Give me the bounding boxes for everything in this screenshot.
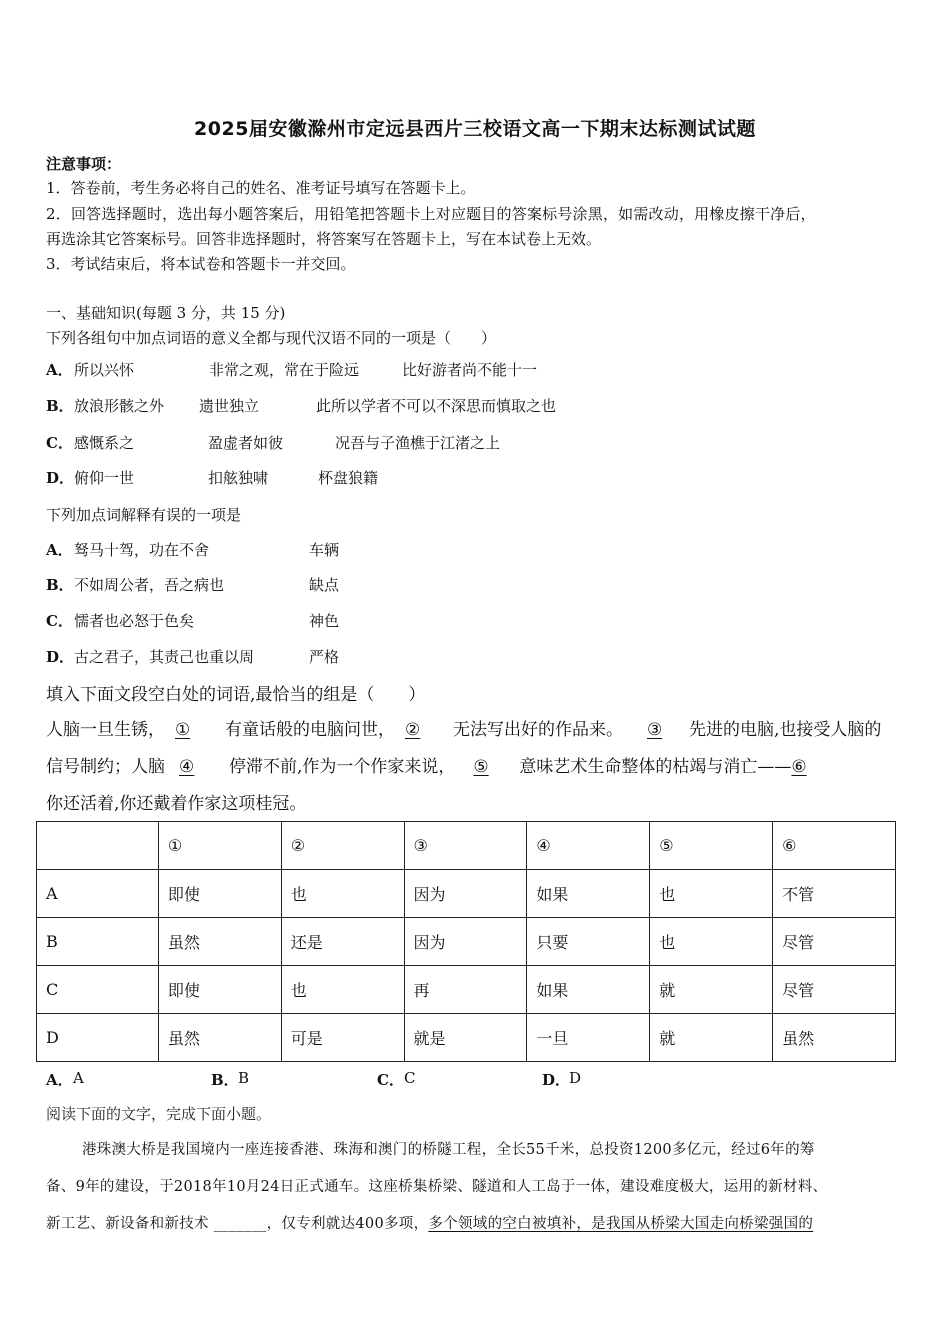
blank-label: ① — [175, 720, 191, 740]
table-header-cell: ③ — [404, 822, 527, 870]
option-text: 遗世独立 — [199, 397, 260, 415]
table-cell: 即使 — [158, 966, 281, 1014]
table-cell: 只要 — [527, 918, 650, 966]
q3-passage-line-1 — [46, 715, 881, 740]
passage-text: 停滞不前,作为一个作家来说， — [229, 757, 456, 777]
blank-3 — [623, 720, 689, 740]
page-title: 2025届安徽滁州市定远县西片三校语文高一下期末达标测试试题 — [194, 118, 756, 140]
answer-table — [36, 821, 896, 1062]
fill-blank: _______ — [213, 1216, 267, 1232]
table-cell: 如果 — [527, 870, 650, 918]
blank-label: ⑥ — [791, 757, 807, 777]
blank-5 — [455, 757, 519, 777]
passage-text: 无法写出好的作品来。 — [453, 720, 623, 740]
table-header-cell: ② — [281, 822, 404, 870]
passage-text: 人脑一旦生锈， — [46, 720, 165, 740]
table-cell: 即使 — [158, 870, 281, 918]
table-cell: 也 — [650, 870, 773, 918]
blank-1 — [165, 720, 225, 740]
table-cell: 还是 — [281, 918, 404, 966]
option-text: 感慨系之 — [74, 434, 135, 452]
table-cell: 因为 — [404, 870, 527, 918]
table-cell: 虽然 — [158, 1014, 281, 1062]
reading-intro: 阅读下面的文字，完成下面小题。 — [46, 1105, 272, 1123]
option-text: 所以兴怀 — [74, 361, 135, 379]
table-cell: 就 — [650, 1014, 773, 1062]
option-text: 比好游者尚不能十一 — [402, 361, 538, 379]
option-label: D． — [46, 648, 75, 666]
option-value: B — [238, 1069, 250, 1087]
table-cell: 一旦 — [527, 1014, 650, 1062]
table-row — [37, 966, 896, 1014]
table-header-cell: ④ — [527, 822, 650, 870]
reading-para-line-3 — [46, 1212, 813, 1233]
option-meaning: 缺点 — [309, 576, 340, 594]
section-heading: 一、基础知识(每题 3 分，共 15 分) — [46, 304, 286, 322]
option-label: C． — [46, 434, 73, 452]
option-label: C． — [377, 1071, 404, 1089]
option-text: 俯仰一世 — [74, 469, 135, 487]
notice-line-3: 3．考试结束后，将本试卷和答题卡一并交回。 — [46, 255, 356, 273]
table-cell: 就是 — [404, 1014, 527, 1062]
option-label: B． — [211, 1071, 239, 1089]
q2-stem: 下列加点词解释有误的一项是 — [46, 506, 242, 524]
notice-heading: 注意事项： — [46, 155, 122, 173]
table-cell: 因为 — [404, 918, 527, 966]
option-label: D． — [542, 1071, 571, 1089]
option-text: 盈虚者如彼 — [208, 434, 284, 452]
table-cell: 虽然 — [773, 1014, 896, 1062]
table-header-cell: ⑤ — [650, 822, 773, 870]
reading-para-line-2: 备、9年的建设，于2018年10月24日正式通车。这座桥集桥梁、隧道和人工岛于一体，建设难度极大，运用的新材料、 — [46, 1179, 828, 1195]
option-label: A． — [46, 361, 73, 379]
option-label: B． — [46, 397, 74, 415]
option-text: 懦者也必怒于色矣 — [74, 612, 195, 630]
underlined-sentence: 多个领域的空白被填补，是我国从桥梁大国走向桥梁强国的 — [428, 1216, 814, 1232]
table-cell: 尽管 — [773, 918, 896, 966]
table-cell: C — [37, 966, 159, 1014]
blank-2 — [395, 720, 453, 740]
option-value: D — [569, 1069, 582, 1087]
table-cell: A — [37, 870, 159, 918]
option-meaning: 神色 — [309, 612, 340, 630]
blank-label: ⑤ — [473, 757, 489, 777]
notice-line-2b: 再选涂其它答案标号。回答非选择题时，将答案写在答题卡上，写在本试卷上无效。 — [46, 230, 602, 248]
option-text: 况吾与子渔樵于江渚之上 — [335, 434, 501, 452]
table-cell: 可是 — [281, 1014, 404, 1062]
notice-line-2a: 2．回答选择题时，选出每小题答案后，用铅笔把答题卡上对应题目的答案标号涂黑，如需改动，用橡皮擦干净后， — [46, 205, 816, 223]
option-text: 杯盘狼籍 — [318, 469, 379, 487]
table-cell: 也 — [650, 918, 773, 966]
option-text: 不如周公者，吾之病也 — [74, 576, 225, 594]
passage-text: 新工艺、新设备和新技术 — [46, 1216, 209, 1232]
blank-6 — [791, 757, 817, 777]
table-row — [37, 918, 896, 966]
table-header-cell: ① — [158, 822, 281, 870]
blank-4 — [165, 757, 229, 777]
table-header-cell: ⑥ — [773, 822, 896, 870]
option-value: A — [73, 1069, 84, 1087]
q3-passage-line-3: 你还活着,你还戴着作家这项桂冠。 — [46, 794, 307, 814]
table-row — [37, 870, 896, 918]
table-cell: 尽管 — [773, 966, 896, 1014]
option-text: 放浪形骸之外 — [74, 397, 165, 415]
table-cell: 也 — [281, 966, 404, 1014]
option-label: B． — [46, 576, 74, 594]
option-text: 此所以学者不可以不深思而慎取之也 — [316, 397, 557, 415]
passage-text: 先进的电脑,也接受人脑的 — [689, 720, 882, 740]
passage-text: 信号制约；人脑 — [46, 757, 165, 777]
table-cell: 如果 — [527, 966, 650, 1014]
option-text: 扣舷独啸 — [208, 469, 269, 487]
option-text: 古之君子，其责己也重以周 — [74, 648, 255, 666]
option-value: C — [404, 1069, 416, 1087]
table-cell: 不管 — [773, 870, 896, 918]
option-label: D． — [46, 469, 75, 487]
blank-label: ③ — [647, 720, 663, 740]
option-text: 非常之观，常在于险远 — [209, 361, 360, 379]
reading-para-line-1: 港珠澳大桥是我国境内一座连接香港、珠海和澳门的桥隧工程，全长55千米，总投资1200多亿元，经过6年的筹 — [82, 1142, 815, 1158]
table-cell: B — [37, 918, 159, 966]
table-header-row — [37, 822, 896, 870]
passage-text: 有童话般的电脑问世， — [225, 720, 395, 740]
table-cell: 虽然 — [158, 918, 281, 966]
option-label: A． — [46, 541, 73, 559]
table-row — [37, 1014, 896, 1062]
passage-text: 意味艺术生命整体的枯竭与消亡—— — [519, 757, 792, 777]
table-cell: 再 — [404, 966, 527, 1014]
blank-label: ④ — [179, 757, 195, 777]
blank-label: ② — [405, 720, 421, 740]
option-label: C． — [46, 612, 73, 630]
notice-line-1: 1．答卷前，考生务必将自己的姓名、准考证号填写在答题卡上。 — [46, 179, 476, 197]
q1-stem: 下列各组句中加点词语的意义全都与现代汉语不同的一项是（ ） — [46, 329, 497, 347]
option-meaning: 车辆 — [309, 541, 340, 559]
q3-stem: 填入下面文段空白处的词语,最恰当的组是（ ） — [46, 685, 426, 705]
q3-passage-line-2 — [46, 752, 817, 777]
option-meaning: 严格 — [309, 648, 340, 666]
option-label: A． — [46, 1071, 73, 1089]
table-cell: 就 — [650, 966, 773, 1014]
table-cell: D — [37, 1014, 159, 1062]
passage-text: ，仅专利就达400多项， — [266, 1216, 429, 1232]
table-cell: 也 — [281, 870, 404, 918]
option-text: 驽马十驾，功在不舍 — [74, 541, 210, 559]
table-header-cell — [37, 822, 159, 870]
